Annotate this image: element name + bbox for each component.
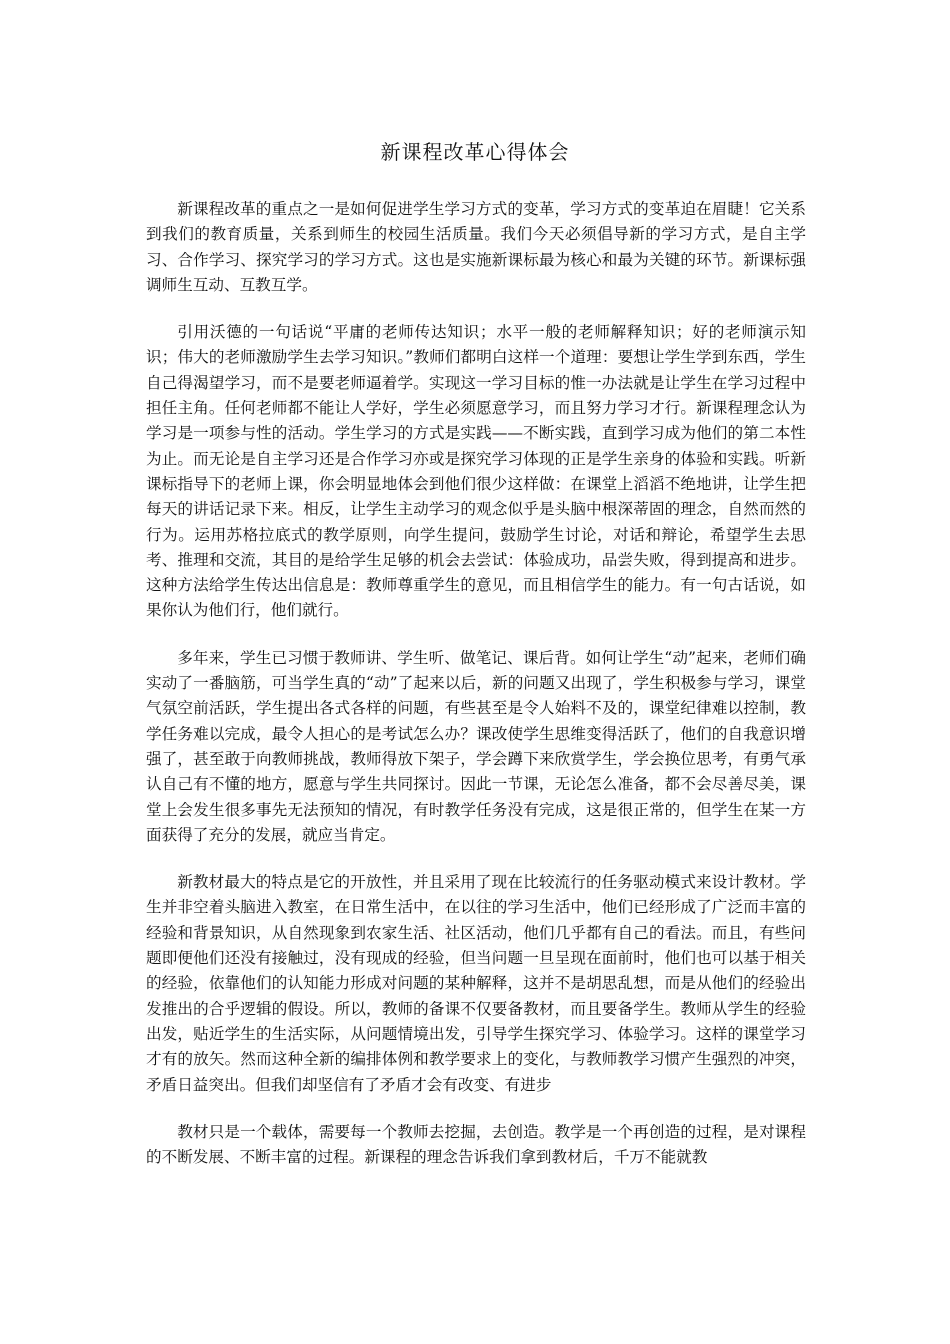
document-body (146, 197, 806, 1192)
paragraph-1: 新课程改革的重点之一是如何促进学生学习方式的变革，学习方式的变革迫在眉睫！它关系到我们的教育质量，关系到师生的校园生活质量。我们今天必须倡导新的学习方式，是自主学习、合作学习、探究学习的学习方式。这也是实施新课标最为核心和最为关键的环节。新课标强调师生互动、互教互学。 (146, 200, 806, 294)
paragraph-3: 多年来，学生已习惯于教师讲、学生听、做笔记、课后背。如何让学生“动”起来，老师们确实动了一番脑筋，可当学生真的“动”了起来以后，新的问题又出现了，学生积极参与学习，课堂气氛空前活跃，学生提出各式各样的问题，有些甚至是令人始料不及的，课堂纪律难以控制，教学任务难以完成，最令人担心的是考试怎么办？课改使学生思维变得活跃了，他们的自我意识增强了，甚至敢于向教师挑战，教师得放下架子，学会蹲下来欣赏学生，学会换位思考，有勇气承认自己有不懂的地方，愿意与学生共同探讨。因此一节课，无论怎么准备，都不会尽善尽美，课堂上会发生很多事先无法预知的情况，有时教学任务没有完成，这是很正常的，但学生在某一方面获得了充分的发展，就应当肯定。 (146, 648, 806, 844)
document-title: 新课程改革心得体会 (380, 140, 570, 164)
paragraph-4: 新教材最大的特点是它的开放性，并且采用了现在比较流行的任务驱动模式来设计教材。学生并非空着头脑进入教室，在日常生活中，在以往的学习生活中，他们已经形成了广泛而丰富的经验和背景知识，从自然现象到农家生活、社区活动，他们几乎都有自己的看法。而且，有些问题即便他们还没有接触过，没有现成的经验，但当问题一旦呈现在面前时，他们也可以基于相关的经验，依靠他们的认知能力形成对问题的某种解释，这并不是胡思乱想，而是从他们的经验出发推出的合乎逻辑的假设。所以，教师的备课不仅要备教材，而且要备学生。教师从学生的经验出发，贴近学生的生活实际，从问题情境出发，引导学生探究学习、体验学习。这样的课堂学习才有的放矢。然而这种全新的编排体例和教学要求上的变化，与教师教学习惯产生强烈的冲突，矛盾日益突出。但我们却坚信有了矛盾才会有改变、有进步 (146, 873, 806, 1094)
paragraph-5: 教材只是一个载体，需要每一个教师去挖掘，去创造。教学是一个再创造的过程，是对课程的不断发展、不断丰富的过程。新课程的理念告诉我们拿到教材后，千万不能就教 (146, 1122, 806, 1167)
paragraph-2: 引用沃德的一句话说“平庸的老师传达知识；水平一般的老师解释知识；好的老师演示知识；伟大的老师激励学生去学习知识。”教师们都明白这样一个道理：要想让学生学到东西，学生自己得渴望学习，而不是要老师逼着学。实现这一学习目标的惟一办法就是让学生在学习过程中担任主角。任何老师都不能让人学好，学生必须愿意学习，而且努力学习才行。新课程理念认为学习是一项参与性的活动。学生学习的方式是实践——不断实践，直到学习成为他们的第二本性为止。而无论是自主学习还是合作学习亦或是探究学习体现的正是学生亲身的体验和实践。听新课标指导下的老师上课，你会明显地体会到他们很少这样做：在课堂上滔滔不绝地讲，让学生把每天的讲话记录下来。相反，让学生主动学习的观念似乎是头脑中根深蒂固的理念，自然而然的行为。运用苏格拉底式的教学原则，向学生提问，鼓励学生讨论，对话和辩论，希望学生去思考、推理和交流，其目的是给学生足够的机会去尝试：体验成功，品尝失败，得到提高和进步。这种方法给学生传达出信息是：教师尊重学生的意见，而且相信学生的能力。有一句古话说，如果你认为他们行，他们就行。 (146, 323, 806, 620)
